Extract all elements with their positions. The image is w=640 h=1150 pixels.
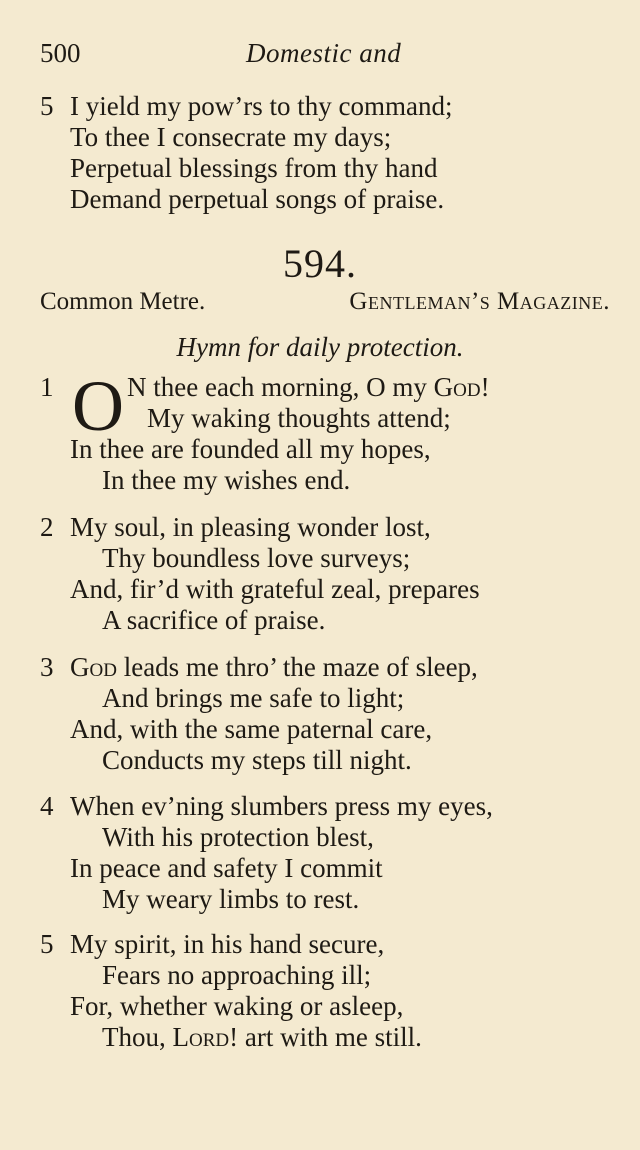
verse-line: For, whether waking or asleep, xyxy=(70,991,404,1021)
metre: Common Metre. xyxy=(40,288,206,315)
verse-line: Perpetual blessings from thy hand xyxy=(70,153,438,183)
verse-line: And brings me safe to light; xyxy=(102,683,405,713)
verse-line: To thee I consecrate my days; xyxy=(70,122,392,152)
verse-line: With his protection blest, xyxy=(102,822,374,852)
verse-line: Thy boundless love surveys; xyxy=(102,543,411,573)
small-caps-word: God xyxy=(70,652,117,682)
verse-line: My spirit, in his hand secure, xyxy=(70,929,385,959)
verse-line: In peace and safety I commit xyxy=(70,853,383,883)
line-text: leads me thro’ the maze of sleep, xyxy=(116,652,478,682)
verse-line: Fears no approaching ill; xyxy=(102,960,372,990)
verse-line: My weary limbs to rest. xyxy=(102,884,360,914)
verse-4 xyxy=(40,791,630,915)
verse-line: My soul, in pleasing wonder lost, xyxy=(70,512,431,542)
verse-line: And, fir’d with grateful zeal, prepares xyxy=(70,574,480,604)
small-caps-word: Lord xyxy=(172,1022,230,1052)
hymn-author: Gentleman’s Magazine. xyxy=(349,288,610,315)
hymn-number: 594. xyxy=(283,241,357,286)
verse-line: Demand perpetual songs of praise. xyxy=(70,184,445,214)
verse-2 xyxy=(40,512,630,636)
verse-line: In thee are founded all my hopes, xyxy=(70,434,431,464)
verse-number: 1 xyxy=(40,372,54,402)
verse-line: Conducts my steps till night. xyxy=(102,745,412,775)
verse-number: 2 xyxy=(40,512,54,542)
verse-line: I yield my pow’rs to thy command; xyxy=(70,91,453,121)
verse-number: 5 xyxy=(40,929,54,959)
verse-line xyxy=(40,1022,630,1053)
verse-number: 3 xyxy=(40,652,54,682)
metre-line xyxy=(40,288,610,316)
line-text: N thee each morning, O my xyxy=(127,372,434,402)
verse-number: 4 xyxy=(40,791,54,821)
verse-line xyxy=(127,372,490,403)
verse-line: And, with the same paternal care, xyxy=(70,714,433,744)
verse-line: When ev’ning slumbers press my eyes, xyxy=(70,791,493,821)
hymn-title: Hymn for daily protection. xyxy=(176,332,464,362)
running-title: Domestic and xyxy=(246,38,402,68)
page-header xyxy=(40,38,600,72)
verse-line: A sacrifice of praise. xyxy=(102,605,326,635)
line-text: Thou, xyxy=(102,1022,173,1052)
verse-line: In thee my wishes end. xyxy=(102,465,351,495)
verse-number: 5 xyxy=(40,91,54,121)
verse-3 xyxy=(40,652,630,776)
verse-line: My waking thoughts attend; xyxy=(147,403,451,433)
verse-5 xyxy=(40,929,630,1053)
drop-cap: O xyxy=(72,366,124,446)
prev-hymn-verse xyxy=(40,91,630,215)
small-caps-word: God! xyxy=(433,372,490,402)
line-text: ! art with me still. xyxy=(229,1022,422,1052)
page-number: 500 xyxy=(40,38,81,68)
